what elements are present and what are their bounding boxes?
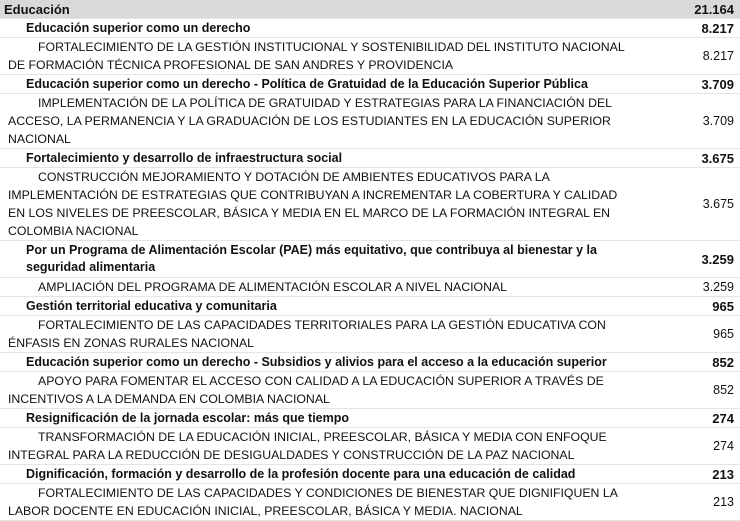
program-label: Por un Programa de Alimentación Escolar (PAE) más equitativo, que contribuya al bienestar y la seguridad alimentaria — [26, 243, 597, 274]
project-label: FORTALECIMIENTO DE LA GESTIÓN INSTITUCIONAL Y SOSTENIBILIDAD DEL INSTITUTO NACIONAL DE FORMACIÓN TÉCNICA PROFESIONAL DE SAN ANDRES Y PROVIDENCIA — [8, 40, 625, 72]
program-label: Educación superior como un derecho - Subsidios y alivios para el acceso a la educación superior — [26, 354, 607, 369]
sector-value: 21.164 — [694, 1, 734, 17]
program-row — [0, 75, 740, 94]
project-value: 852 — [713, 383, 734, 397]
project-row — [0, 278, 740, 297]
program-label: Educación superior como un derecho - Política de Gratuidad de la Educación Superior Pública — [26, 76, 588, 91]
project-value: 213 — [713, 495, 734, 509]
program-label: Gestión territorial educativa y comunitaria — [26, 298, 277, 313]
project-value: 8.217 — [702, 49, 734, 63]
program-row — [0, 19, 740, 38]
project-row — [0, 94, 740, 149]
project-row — [0, 428, 740, 465]
program-row — [0, 465, 740, 484]
project-value: 965 — [713, 327, 734, 341]
program-value: 3.675 — [701, 150, 734, 166]
project-label: FORTALECIMIENTO DE LAS CAPACIDADES Y CONDICIONES DE BIENESTAR QUE DIGNIFIQUEN LA LABOR DOCENTE EN EDUCACIÓN INICIAL, PREESCOLAR, BÁSICA Y MEDIA. NACIONAL — [8, 486, 618, 518]
program-row — [0, 409, 740, 428]
program-row — [0, 353, 740, 372]
project-value: 274 — [713, 439, 734, 453]
project-row — [0, 168, 740, 241]
project-label: APOYO PARA FOMENTAR EL ACCESO CON CALIDAD A LA EDUCACIÓN SUPERIOR A TRAVÉS DE INCENTIVOS A LA DEMANDA EN COLOMBIA NACIONAL — [8, 374, 604, 406]
project-value: 3.709 — [702, 114, 734, 128]
program-value: 8.217 — [701, 20, 734, 36]
project-row — [0, 484, 740, 521]
project-label: AMPLIACIÓN DEL PROGRAMA DE ALIMENTACIÓN ESCOLAR A NIVEL NACIONAL — [38, 280, 507, 294]
project-row — [0, 372, 740, 409]
program-value: 3.259 — [701, 251, 734, 267]
program-row — [0, 149, 740, 168]
program-label: Educación superior como un derecho — [26, 20, 251, 35]
project-label: CONSTRUCCIÓN MEJORAMIENTO Y DOTACIÓN DE AMBIENTES EDUCATIVOS PARA LA IMPLEMENTACIÓN DE ESTRATEGIAS QUE CONTRIBUYAN A INCREMENTAR LA COBERTURA Y CALIDAD EN LOS NIVELES DE PREESCOLAR, BÁSICA Y MEDIA EN EL MARCO DE LA FORMACIÓN INTEGRAL EN COLOMBIA NACIONAL — [8, 170, 618, 238]
program-value: 852 — [712, 354, 734, 370]
project-label: IMPLEMENTACIÓN DE LA POLÍTICA DE GRATUIDAD Y ESTRATEGIAS PARA LA FINANCIACIÓN DEL ACCESO, LA PERMANENCIA Y LA GRADUACIÓN DE LOS ESTUDIANTES EN LA EDUCACIÓN SUPERIOR NACIONAL — [8, 96, 612, 146]
program-row — [0, 297, 740, 316]
program-label: Fortalecimiento y desarrollo de infraestructura social — [26, 150, 343, 165]
sector-total-row — [0, 0, 740, 19]
project-value: 3.675 — [702, 197, 734, 211]
project-row — [0, 316, 740, 353]
program-value: 213 — [712, 466, 734, 482]
program-value: 274 — [712, 410, 734, 426]
program-value: 965 — [712, 298, 734, 314]
sector-label: Educación — [4, 1, 70, 17]
project-value: 3.259 — [702, 280, 734, 294]
program-row — [0, 241, 740, 278]
project-row — [0, 38, 740, 75]
project-label: TRANSFORMACIÓN DE LA EDUCACIÓN INICIAL, PREESCOLAR, BÁSICA Y MEDIA CON ENFOQUE INTEGRAL PARA LA REDUCCIÓN DE DESIGUALDADES Y CONSTRUCCIÓN DE LA PAZ NACIONAL — [8, 430, 607, 462]
project-label: FORTALECIMIENTO DE LAS CAPACIDADES TERRITORIALES PARA LA GESTIÓN EDUCATIVA CON ÉNFASIS EN ZONAS RURALES NACIONAL — [8, 318, 606, 350]
program-label: Resignificación de la jornada escolar: más que tiempo — [26, 410, 350, 425]
program-label: Dignificación, formación y desarrollo de la profesión docente para una educación de calidad — [26, 466, 576, 481]
program-value: 3.709 — [701, 76, 734, 92]
